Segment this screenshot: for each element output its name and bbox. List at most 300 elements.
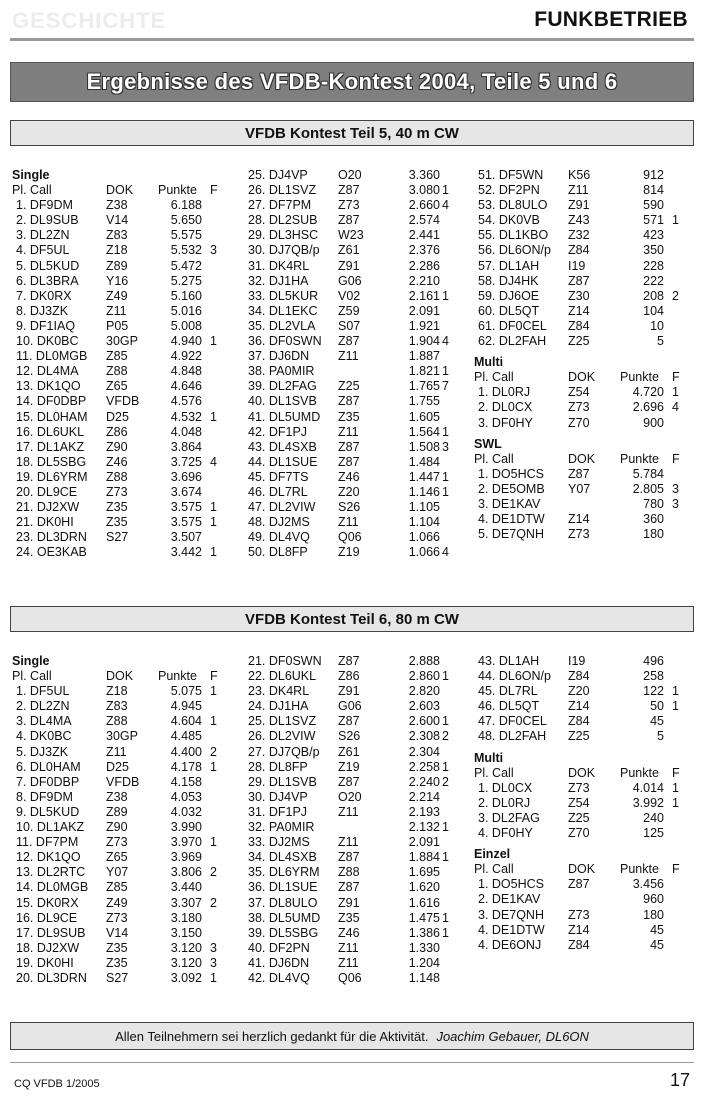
rank-call: 23. DK4RL bbox=[248, 684, 310, 699]
dok: Y16 bbox=[106, 273, 129, 288]
rank-call: 50. DL8FP bbox=[248, 545, 308, 560]
dok: Z89 bbox=[106, 258, 128, 273]
punkte: 590 bbox=[643, 198, 664, 213]
punkte: 4.053 bbox=[170, 789, 202, 804]
punkte: 1.508 bbox=[408, 439, 440, 454]
punkte: 2.091 bbox=[408, 303, 440, 318]
punkte: 2.805 bbox=[632, 481, 664, 496]
dok: Z87 bbox=[338, 334, 360, 349]
punkte: 1.616 bbox=[408, 895, 440, 910]
punkte: 4.848 bbox=[170, 364, 202, 379]
dok: Z84 bbox=[568, 937, 590, 952]
dok: Z19 bbox=[338, 759, 360, 774]
rank-call: 38. DL5UMD bbox=[248, 910, 321, 925]
punkte: 1.330 bbox=[408, 940, 440, 955]
result-row bbox=[244, 319, 472, 334]
punkte: 1.765 bbox=[408, 379, 440, 394]
result-row bbox=[474, 796, 696, 811]
result-row bbox=[474, 243, 696, 258]
punkte: 2.888 bbox=[408, 654, 440, 668]
dok-header: DOK bbox=[106, 183, 134, 198]
f-count: 1 bbox=[442, 820, 449, 835]
punkte: 2.376 bbox=[408, 243, 440, 258]
f-count: 1 bbox=[210, 409, 217, 424]
dok: Z84 bbox=[568, 318, 590, 333]
rank-call: 58. DJ4HK bbox=[478, 273, 539, 288]
dok: Z91 bbox=[338, 684, 360, 699]
category-title bbox=[474, 355, 696, 370]
punkte: 5.784 bbox=[632, 466, 664, 481]
f-count: 1 bbox=[210, 500, 217, 515]
result-row bbox=[244, 956, 472, 971]
punkte: 180 bbox=[643, 907, 664, 922]
banner-title: Ergebnisse des VFDB-Kontest 2004, Teile 5 und 6 bbox=[86, 69, 618, 94]
dok: I19 bbox=[568, 654, 586, 668]
result-row bbox=[244, 289, 472, 304]
punkte: 1.605 bbox=[408, 409, 440, 424]
rank-call: 21. DK0HI bbox=[16, 515, 74, 530]
result-row bbox=[12, 835, 234, 850]
punkte: 3.725 bbox=[170, 454, 202, 469]
f-count: 1 bbox=[442, 714, 449, 729]
result-row bbox=[244, 896, 472, 911]
punkte-header: Punkte bbox=[620, 451, 659, 466]
result-row bbox=[12, 865, 234, 880]
punkte: 3.080 bbox=[408, 183, 440, 198]
punkte: 2.660 bbox=[408, 198, 440, 213]
dok: W23 bbox=[338, 228, 364, 243]
rank-call: 37. DJ6DN bbox=[248, 349, 310, 364]
rank-call: 16. DL9CE bbox=[16, 910, 78, 925]
page-number: 17 bbox=[669, 1070, 690, 1090]
rank-call: 28. DL2SUB bbox=[248, 213, 318, 228]
punkte: 5.016 bbox=[170, 303, 202, 318]
thanks-box bbox=[10, 1022, 694, 1050]
result-row bbox=[474, 168, 696, 183]
f-count: 3 bbox=[442, 439, 449, 454]
f-count: 3 bbox=[210, 243, 217, 258]
punkte: 5 bbox=[657, 729, 664, 744]
f-count: 1 bbox=[210, 515, 217, 530]
rank-call: 26. DL2VIW bbox=[248, 729, 316, 744]
dok: Z85 bbox=[106, 349, 128, 364]
rank-call: 22. DL6UKL bbox=[248, 669, 317, 684]
result-row bbox=[12, 319, 234, 334]
punkte: 180 bbox=[643, 527, 664, 542]
rank-call: 54. DK0VB bbox=[478, 213, 540, 228]
result-row bbox=[12, 289, 234, 304]
result-row bbox=[474, 319, 696, 334]
dok: Y07 bbox=[106, 865, 129, 880]
dok: Z54 bbox=[568, 385, 590, 400]
dok: Z87 bbox=[338, 714, 360, 729]
punkte: 2.286 bbox=[408, 258, 440, 273]
result-row bbox=[244, 530, 472, 545]
dok: S27 bbox=[106, 530, 129, 545]
result-row bbox=[12, 850, 234, 865]
rank-call: 1. DL0RJ bbox=[478, 385, 531, 400]
dok: Z65 bbox=[106, 850, 128, 865]
rank-call: 6. DL0HAM bbox=[16, 759, 81, 774]
result-row bbox=[12, 729, 234, 744]
f-count: 2 bbox=[672, 288, 679, 303]
rank-call: 39. DL5SBG bbox=[248, 925, 319, 940]
column-header-row bbox=[12, 183, 234, 198]
rank-call: 32. DJ1HA bbox=[248, 273, 309, 288]
punkte: 5.160 bbox=[170, 288, 202, 303]
result-row bbox=[12, 805, 234, 820]
rank-call: 11. DF7PM bbox=[16, 835, 79, 850]
result-row bbox=[12, 364, 234, 379]
result-row bbox=[474, 729, 696, 744]
result-row bbox=[12, 971, 234, 986]
result-row bbox=[12, 790, 234, 805]
dok: Z91 bbox=[338, 895, 360, 910]
rank-call: 35. DL6YRM bbox=[248, 865, 320, 880]
dok: Z30 bbox=[568, 288, 590, 303]
rank-call: 31. DF1PJ bbox=[248, 804, 308, 819]
f-count: 3 bbox=[210, 955, 217, 970]
rank-call: 23. DL3DRN bbox=[16, 530, 87, 545]
rank-call: 44. DL6ON/p bbox=[478, 669, 551, 684]
dok: Y07 bbox=[568, 481, 591, 496]
rank-call: 4. DF0HY bbox=[478, 826, 533, 841]
rank-call: 7. DF0DBP bbox=[16, 774, 80, 789]
punkte: 900 bbox=[643, 415, 664, 430]
rank-call: 4. DF5UL bbox=[16, 243, 70, 258]
category-title bbox=[12, 654, 234, 669]
f-count: 1 bbox=[210, 334, 217, 349]
punkte: 1.921 bbox=[408, 318, 440, 333]
dok: Z11 bbox=[338, 804, 359, 819]
rank-call: 39. DL2FAG bbox=[248, 379, 317, 394]
result-row bbox=[12, 259, 234, 274]
punkte: 2.603 bbox=[408, 699, 440, 714]
punkte: 2.240 bbox=[408, 774, 440, 789]
f-count: 1 bbox=[442, 484, 449, 499]
result-row bbox=[474, 669, 696, 684]
result-row bbox=[12, 243, 234, 258]
f-count: 1 bbox=[672, 699, 679, 714]
result-row bbox=[12, 880, 234, 895]
teil5-column-3 bbox=[474, 168, 696, 542]
rank-call: 55. DL1KBO bbox=[478, 228, 549, 243]
punkte: 6.188 bbox=[170, 198, 202, 213]
rank-call: 21. DJ2XW bbox=[16, 500, 80, 515]
dok-header: DOK bbox=[568, 862, 596, 877]
dok: Z25 bbox=[338, 379, 360, 394]
rank-call: 17. DL1AKZ bbox=[16, 439, 85, 454]
punkte: 4.720 bbox=[632, 385, 664, 400]
teil6-title: VFDB Kontest Teil 6, 80 m CW bbox=[245, 610, 459, 628]
rank-call: 47. DF0CEL bbox=[478, 714, 547, 729]
punkte: 1.484 bbox=[408, 454, 440, 469]
punkte: 912 bbox=[643, 168, 664, 182]
f-count: 1 bbox=[672, 795, 679, 810]
result-row bbox=[12, 379, 234, 394]
rank-call: 38. PA0MIR bbox=[248, 364, 315, 379]
result-row bbox=[244, 198, 472, 213]
punkte-header: Punkte bbox=[620, 862, 659, 877]
dok: V02 bbox=[338, 288, 361, 303]
result-row bbox=[244, 334, 472, 349]
rank-call: 51. DF5WN bbox=[478, 168, 544, 182]
punkte: 4.646 bbox=[170, 379, 202, 394]
result-row bbox=[12, 334, 234, 349]
result-row bbox=[12, 545, 234, 560]
punkte: 1.104 bbox=[408, 515, 440, 530]
thanks-text: Allen Teilnehmern sei herzlich gedankt für die Aktivität. bbox=[115, 1028, 429, 1044]
punkte: 125 bbox=[643, 826, 664, 841]
dok: Z14 bbox=[568, 699, 590, 714]
rank-call: 42. DL4VQ bbox=[248, 970, 310, 985]
punkte: 104 bbox=[643, 303, 664, 318]
dok: Z46 bbox=[338, 469, 360, 484]
punkte: 4.158 bbox=[170, 774, 202, 789]
rank-call: 59. DJ6OE bbox=[478, 288, 540, 303]
dok: Z87 bbox=[338, 454, 360, 469]
result-row bbox=[244, 455, 472, 470]
dok: Z73 bbox=[568, 527, 590, 542]
dok: G06 bbox=[338, 273, 362, 288]
rank-call: 9. DL5KUD bbox=[16, 804, 80, 819]
result-row bbox=[244, 213, 472, 228]
result-row bbox=[12, 440, 234, 455]
dok: Z65 bbox=[106, 379, 128, 394]
f-count: 1 bbox=[442, 183, 449, 198]
rank-call: 12. DL4MA bbox=[16, 364, 79, 379]
punkte: 1.887 bbox=[408, 349, 440, 364]
rank-call: 2. DL2ZN bbox=[16, 699, 70, 714]
result-row bbox=[12, 530, 234, 545]
f-count: 1 bbox=[442, 759, 449, 774]
dok: Z38 bbox=[106, 198, 128, 213]
punkte: 571 bbox=[643, 213, 664, 228]
category-title bbox=[12, 168, 234, 183]
dok: Z84 bbox=[568, 669, 590, 684]
rank-call: 29. DL3HSC bbox=[248, 228, 319, 243]
dok: Z73 bbox=[106, 835, 128, 850]
result-row bbox=[244, 243, 472, 258]
result-row bbox=[12, 911, 234, 926]
category-title bbox=[474, 751, 696, 766]
result-row bbox=[244, 485, 472, 500]
result-row bbox=[474, 183, 696, 198]
f-count-header: F bbox=[672, 765, 680, 780]
result-row bbox=[12, 304, 234, 319]
punkte: 1.695 bbox=[408, 865, 440, 880]
punkte: 45 bbox=[650, 937, 664, 952]
ghost-section-title: GESCHICHTE bbox=[12, 8, 167, 33]
f-count-header: F bbox=[672, 451, 680, 466]
rank-call: 24. OE3KAB bbox=[16, 545, 87, 560]
result-row bbox=[244, 971, 472, 986]
punkte: 4.485 bbox=[170, 729, 202, 744]
dok-header: DOK bbox=[106, 669, 134, 684]
journal-name: CQ VFDB 1/2005 bbox=[14, 1078, 100, 1090]
punkte: 10 bbox=[650, 318, 664, 333]
rank-call: 43. DL1AH bbox=[478, 654, 540, 668]
dok: K56 bbox=[568, 168, 591, 182]
punkte: 1.884 bbox=[408, 850, 440, 865]
punkte: 1.105 bbox=[408, 500, 440, 515]
dok: Z73 bbox=[568, 907, 590, 922]
f-count: 1 bbox=[442, 288, 449, 303]
f-count: 4 bbox=[210, 454, 217, 469]
rank-call: 5. DL5KUD bbox=[16, 258, 80, 273]
punkte: 122 bbox=[643, 684, 664, 699]
rank-call: 12. DK1QO bbox=[16, 850, 81, 865]
rank-call: 61. DF0CEL bbox=[478, 318, 547, 333]
result-row bbox=[244, 470, 472, 485]
f-count: 1 bbox=[442, 424, 449, 439]
punkte: 4.604 bbox=[170, 714, 202, 729]
punkte: 2.820 bbox=[408, 684, 440, 699]
f-count: 1 bbox=[210, 835, 217, 850]
result-row bbox=[474, 385, 696, 400]
punkte: 2.696 bbox=[632, 400, 664, 415]
dok: Z35 bbox=[106, 515, 128, 530]
punkte: 1.564 bbox=[408, 424, 440, 439]
result-row bbox=[244, 379, 472, 394]
result-row bbox=[474, 228, 696, 243]
rank-call: 7. DK0RX bbox=[16, 288, 72, 303]
punkte: 4.032 bbox=[170, 804, 202, 819]
category-title bbox=[474, 847, 696, 862]
f-count: 1 bbox=[442, 850, 449, 865]
result-row bbox=[244, 805, 472, 820]
rank-call: 45. DL7RL bbox=[478, 684, 538, 699]
f-count: 2 bbox=[210, 744, 217, 759]
dok: Z91 bbox=[568, 198, 590, 213]
result-row bbox=[244, 714, 472, 729]
result-row bbox=[244, 228, 472, 243]
result-row bbox=[12, 349, 234, 364]
result-row bbox=[244, 926, 472, 941]
f-count: 3 bbox=[672, 496, 679, 511]
result-row bbox=[244, 183, 472, 198]
rank-call: 30. DJ7QB/p bbox=[248, 243, 320, 258]
dok: S27 bbox=[106, 970, 129, 985]
rank-call: 18. DJ2XW bbox=[16, 940, 80, 955]
rank-call: 1. DF9DM bbox=[16, 198, 73, 213]
result-row bbox=[12, 941, 234, 956]
column-header-row bbox=[12, 669, 234, 684]
punkte: 1.204 bbox=[408, 955, 440, 970]
punkte: 3.864 bbox=[170, 439, 202, 454]
dok: Z11 bbox=[568, 183, 589, 198]
punkte: 3.507 bbox=[170, 530, 202, 545]
punkte: 1.386 bbox=[408, 925, 440, 940]
rank-call: 5. DE7QNH bbox=[478, 527, 544, 542]
f-count: 1 bbox=[672, 213, 679, 228]
dok: Z73 bbox=[338, 198, 360, 213]
punkte: 3.150 bbox=[170, 925, 202, 940]
punkte: 1.066 bbox=[408, 530, 440, 545]
punkte-header: Punkte bbox=[158, 669, 197, 684]
punkte: 2.441 bbox=[408, 228, 440, 243]
dok: Z85 bbox=[106, 880, 128, 895]
dok: Z91 bbox=[338, 258, 360, 273]
rank-call: 40. DF2PN bbox=[248, 940, 310, 955]
dok: Z11 bbox=[106, 303, 127, 318]
rank-call: 10. DL1AKZ bbox=[16, 820, 85, 835]
rank-call: 14. DF0DBP bbox=[16, 394, 87, 409]
rank-call: 1. DO5HCS bbox=[478, 466, 544, 481]
f-count: 4 bbox=[672, 400, 679, 415]
teil5-title: VFDB Kontest Teil 5, 40 m CW bbox=[245, 124, 459, 142]
punkte: 5.275 bbox=[170, 273, 202, 288]
column-header-row bbox=[474, 766, 696, 781]
rank-call-header: Pl. Call bbox=[474, 370, 514, 385]
dok: Z25 bbox=[568, 729, 590, 744]
rank-call: 49. DL4VQ bbox=[248, 530, 310, 545]
result-row bbox=[12, 274, 234, 289]
rank-call: 34. DL4SXB bbox=[248, 850, 317, 865]
rank-call: 47. DL2VIW bbox=[248, 500, 316, 515]
dok: P05 bbox=[106, 318, 129, 333]
result-row bbox=[12, 410, 234, 425]
rank-call: 33. DJ2MS bbox=[248, 835, 310, 850]
punkte: 5.575 bbox=[170, 228, 202, 243]
result-row bbox=[12, 485, 234, 500]
rank-call: 53. DL8ULO bbox=[478, 198, 548, 213]
f-count: 2 bbox=[442, 729, 449, 744]
f-count: 1 bbox=[672, 780, 679, 795]
result-row bbox=[244, 850, 472, 865]
rank-call: 20. DL3DRN bbox=[16, 970, 87, 985]
result-row bbox=[12, 714, 234, 729]
rank-call-header: Pl. Call bbox=[12, 669, 52, 684]
dok-header: DOK bbox=[568, 451, 596, 466]
dok: Z83 bbox=[106, 228, 128, 243]
dok: V14 bbox=[106, 925, 129, 940]
result-row bbox=[12, 394, 234, 409]
result-row bbox=[474, 938, 696, 953]
rank-call: 16. DL6UKL bbox=[16, 424, 85, 439]
dok: Z87 bbox=[568, 273, 590, 288]
dok: Z49 bbox=[106, 288, 128, 303]
result-row bbox=[244, 880, 472, 895]
result-row bbox=[474, 259, 696, 274]
dok: Z87 bbox=[568, 877, 590, 892]
punkte: 2.132 bbox=[408, 820, 440, 835]
dok: VFDB bbox=[106, 774, 140, 789]
teil6-column-1 bbox=[12, 654, 234, 986]
rank-call: 57. DL1AH bbox=[478, 258, 540, 273]
result-row bbox=[12, 515, 234, 530]
rank-call: 56. DL6ON/p bbox=[478, 243, 551, 258]
f-count: 1 bbox=[210, 545, 217, 560]
rank-call: 11. DL0MGB bbox=[16, 349, 88, 364]
category-title-text: SWL bbox=[474, 436, 502, 451]
rank-call: 1. DL0CX bbox=[478, 780, 533, 795]
rank-call: 37. DL8ULO bbox=[248, 895, 318, 910]
results-banner bbox=[10, 62, 694, 102]
punkte-header: Punkte bbox=[158, 183, 197, 198]
dok: Z61 bbox=[338, 243, 360, 258]
dok: Z43 bbox=[568, 213, 590, 228]
dok: O20 bbox=[338, 789, 362, 804]
dok: Z90 bbox=[106, 820, 128, 835]
result-row bbox=[12, 926, 234, 941]
dok: O20 bbox=[338, 168, 362, 182]
f-count: 1 bbox=[442, 669, 449, 684]
dok: S26 bbox=[338, 500, 361, 515]
punkte: 2.210 bbox=[408, 273, 440, 288]
section-title: FUNKBETRIEB bbox=[534, 8, 688, 31]
punkte: 45 bbox=[650, 714, 664, 729]
